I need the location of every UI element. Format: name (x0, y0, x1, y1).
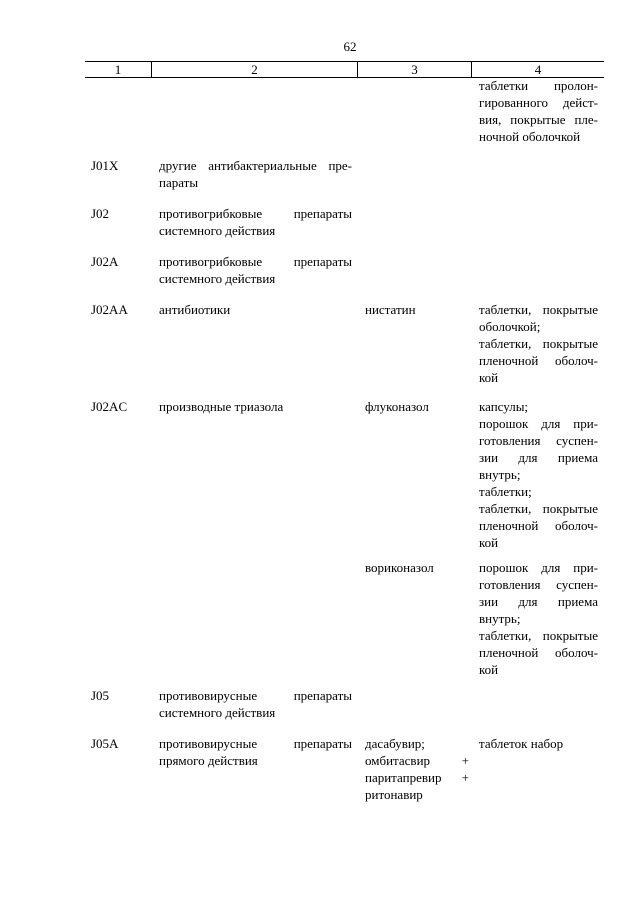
drug-line-text: омбитасвир (365, 753, 431, 768)
name-line: противовирусные препараты (159, 736, 352, 751)
atc-group-name-cell (159, 398, 352, 415)
drug-name-cell (365, 735, 469, 803)
drug-line-plus: + (461, 770, 469, 785)
atc-code-cell: J02AC (91, 399, 128, 414)
form-line: ночной оболочкой (479, 129, 581, 144)
drug-line-text: ритонавир (365, 787, 423, 802)
drug-name-cell (365, 301, 469, 318)
header-col-4: 4 (471, 62, 604, 77)
drug-line: вориконазол (365, 560, 434, 575)
form-line: готовления суспен- (479, 577, 598, 592)
drug-line (365, 786, 469, 803)
form-line: таблетки пролон- (479, 78, 598, 93)
form-line: порошок для при- (479, 560, 598, 575)
form-line: таблетки, покрытые (479, 501, 598, 516)
atc-group-name-cell (159, 157, 352, 191)
drug-line-text: паритапревир (365, 770, 442, 785)
form-line: кой (479, 535, 499, 550)
page-number: 62 (343, 39, 357, 54)
name-line: другие антибактериальные пре- (159, 158, 352, 173)
name-line: системного действия (159, 223, 276, 238)
name-line: противогрибковые препараты (159, 254, 352, 269)
name-line: противогрибковые препараты (159, 206, 352, 221)
dosage-form-cell (479, 735, 598, 752)
drug-name-cell (365, 398, 469, 415)
form-line: зии для приема (479, 594, 598, 609)
atc-code-cell: J05 (91, 688, 110, 703)
form-line: внутрь; (479, 467, 521, 482)
dosage-form-cell (479, 559, 598, 678)
name-line: параты (159, 175, 199, 190)
form-line: вия, покрытые пле- (479, 112, 598, 127)
form-line: таблетки, покрытые (479, 336, 598, 351)
form-line: таблетки, покрытые (479, 302, 598, 317)
form-line: таблеток набор (479, 736, 564, 751)
name-line: прямого действия (159, 753, 258, 768)
atc-group-name-cell (159, 301, 352, 318)
form-line: кой (479, 662, 499, 677)
drug-name-cell (365, 559, 469, 576)
form-line: таблетки, покрытые (479, 628, 598, 643)
form-line: готовления суспен- (479, 433, 598, 448)
name-line: противовирусные препараты (159, 688, 352, 703)
form-line: порошок для при- (479, 416, 598, 431)
name-line: системного действия (159, 705, 276, 720)
atc-code-cell: J02AA (91, 302, 128, 317)
table-header-row (85, 61, 604, 78)
dosage-form-cell (479, 398, 598, 551)
form-line: гированного дейст- (479, 95, 598, 110)
dosage-form-cell (479, 301, 598, 386)
drug-line (365, 752, 469, 769)
form-line: пленочной оболоч- (479, 353, 598, 368)
form-line: внутрь; (479, 611, 521, 626)
drug-line: флуконазол (365, 399, 429, 414)
atc-code-cell: J02A (91, 254, 119, 269)
atc-group-name-cell (159, 687, 352, 721)
name-line: системного действия (159, 271, 276, 286)
form-line: пленочной оболоч- (479, 645, 598, 660)
atc-code-cell: J01X (91, 158, 119, 173)
drug-line (365, 735, 469, 752)
form-line: зии для приема (479, 450, 598, 465)
atc-group-name-cell (159, 253, 352, 287)
drug-line (365, 769, 469, 786)
form-line: кой (479, 370, 499, 385)
drug-line: нистатин (365, 302, 416, 317)
atc-code-cell: J02 (91, 206, 110, 221)
dosage-form-cell (479, 77, 598, 145)
name-line: антибиотики (159, 302, 231, 317)
form-line: оболочкой; (479, 319, 541, 334)
drug-line-plus: + (461, 753, 469, 768)
header-col-1: 1 (114, 62, 122, 77)
form-line: капсулы; (479, 399, 529, 414)
atc-code-cell: J05A (91, 736, 119, 751)
form-line: пленочной оболоч- (479, 518, 598, 533)
drug-line-text: дасабувир; (365, 736, 425, 751)
atc-group-name-cell (159, 205, 352, 239)
header-col-2: 2 (151, 62, 357, 77)
form-line: таблетки; (479, 484, 532, 499)
name-line: производные триазола (159, 399, 284, 414)
atc-group-name-cell (159, 735, 352, 769)
header-col-3: 3 (357, 62, 471, 77)
